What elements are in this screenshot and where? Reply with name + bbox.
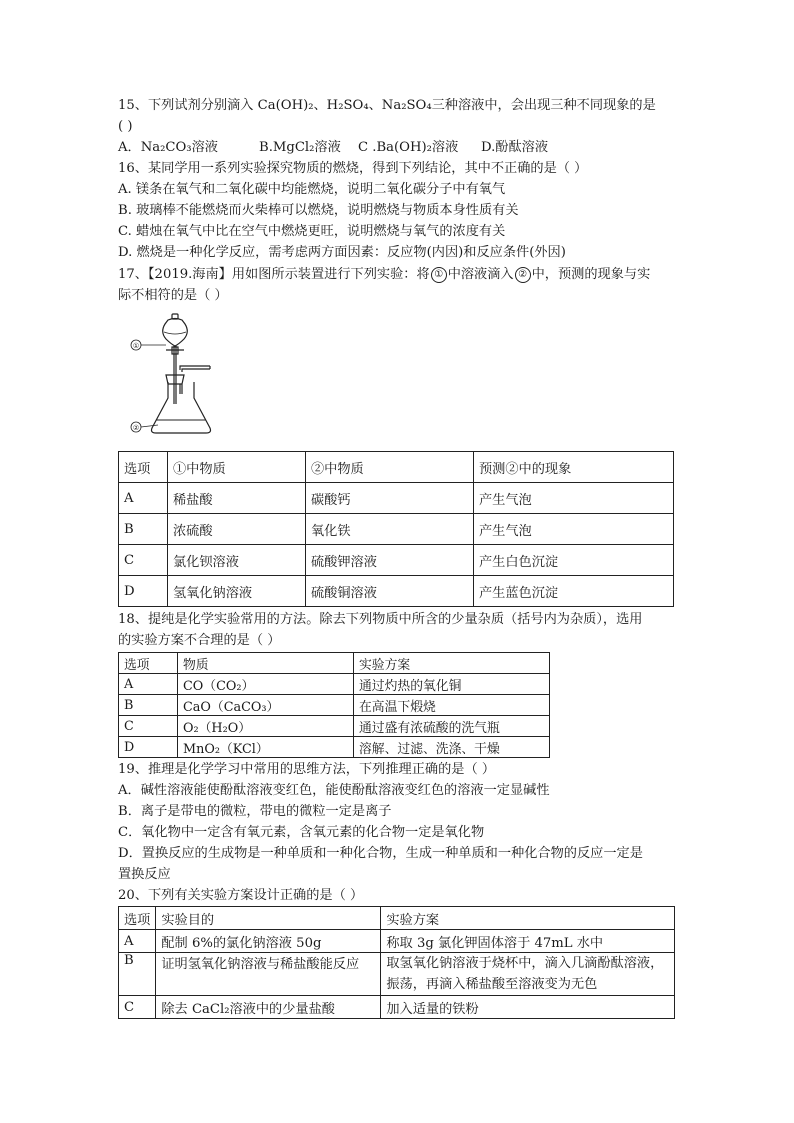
q15-options (118, 138, 548, 158)
table-cell: 通过盛有浓硫酸的洗气瓶 (354, 716, 550, 737)
table-header-cell: 选项 (119, 653, 178, 674)
table-cell: 通过灼热的氧化铜 (354, 674, 550, 695)
table-cell: C (119, 716, 178, 737)
table-cell: 称取 3g 氯化钾固体溶于 47mL 水中 (381, 930, 675, 953)
table-row (119, 674, 550, 695)
q18-stem: 18、提纯是化学实验常用的方法。除去下列物质中所含的少量杂质（括号内为杂质），选用 (118, 612, 643, 627)
table-cell: 配制 6%的氯化钠溶液 50g (156, 930, 381, 953)
figure-label-1: ① (132, 342, 140, 350)
q16-option-b: B. 玻璃棒不能燃烧而火柴棒可以燃烧，说明燃烧与物质本身性质有关 (118, 203, 519, 218)
table-cell: 氢氧化钠溶液 (168, 576, 306, 607)
table-cell: CaO（CaCO₃） (178, 695, 354, 716)
table-cell: 在高温下煅烧 (354, 695, 550, 716)
q20-table (118, 906, 675, 1019)
q16-option-c: C. 蜡烛在氧气中比在空气中燃烧更旺，说明燃烧与氧气的浓度有关 (118, 224, 506, 239)
table-cell: 除去 CaCl₂溶液中的少量盐酸 (156, 996, 381, 1019)
table-row (119, 545, 674, 576)
q19-option-a: A．碱性溶液能使酚酞溶液变红色，能使酚酞溶液变红色的溶液一定显碱性 (118, 783, 550, 798)
table-row (119, 953, 675, 996)
table-cell: A (119, 674, 178, 695)
table-cell: B (119, 695, 178, 716)
table-row (119, 716, 550, 737)
table-cell: 取氢氧化钠溶液于烧杯中，滴入几滴酚酞溶液，振荡，再滴入稀盐酸至溶液变为无色 (381, 953, 675, 996)
table-cell: 浓硫酸 (168, 514, 306, 545)
q19-stem: 19、推理是化学学习中常用的思维方法，下列推理正确的是（ ） (118, 762, 496, 777)
q17-stem-part3: 中，预测的现象与实 (531, 267, 651, 282)
table-header-cell: 预测②中的现象 (474, 452, 674, 483)
q15-answer-blank: ( ) (118, 119, 133, 134)
q18-table (118, 652, 550, 758)
table-cell: D (119, 576, 168, 607)
q15-stem: 15、下列试剂分别滴入 Ca(OH)₂、H₂SO₄、Na₂SO₄三种溶液中，会出现三种不同现象的是 (118, 98, 656, 113)
table-header-cell: 实验目的 (156, 907, 381, 930)
table-header-cell: 物质 (178, 653, 354, 674)
table-header-cell: ②中物质 (306, 452, 474, 483)
table-cell: 硫酸铜溶液 (306, 576, 474, 607)
q19-option-d-cont: 置换反应 (118, 867, 171, 882)
table-cell: CO（CO₂） (178, 674, 354, 695)
table-cell: 氧化铁 (306, 514, 474, 545)
q17-stem-part2: 中溶液滴入 (447, 267, 514, 282)
q15-option-c: C .Ba(OH)₂溶液 (358, 140, 459, 155)
table-row (119, 737, 550, 758)
apparatus-figure (128, 312, 220, 442)
table-row (119, 514, 674, 545)
table-cell: 证明氢氧化钠溶液与稀盐酸能反应 (156, 953, 381, 996)
table-cell: 产生气泡 (474, 514, 674, 545)
q16-stem: 16、某同学用一系列实验探究物质的燃烧，得到下列结论，其中不正确的是（ ） (118, 161, 588, 176)
table-cell: 稀盐酸 (168, 483, 306, 514)
table-header-cell: 选项 (119, 452, 168, 483)
q19-option-b: B．离子是带电的微粒，带电的微粒一定是离子 (118, 804, 392, 819)
q16-option-d: D. 燃烧是一种化学反应，需考虑两方面因素：反应物(内因)和反应条件(外因) (118, 245, 566, 260)
q19-option-d: D．置换反应的生成物是一种单质和一种化合物，生成一种单质和一种化合物的反应一定是 (118, 846, 643, 861)
table-row (119, 483, 674, 514)
table-row (119, 695, 550, 716)
q17-table (118, 451, 674, 607)
table-header-cell: 实验方案 (354, 653, 550, 674)
table-cell: 产生气泡 (474, 483, 674, 514)
q15-option-a: A．Na₂CO₃溶液 (118, 140, 218, 155)
table-cell: B (119, 514, 168, 545)
circle-two-icon: ② (515, 267, 531, 283)
table-cell: 产生蓝色沉淀 (474, 576, 674, 607)
table-cell: D (119, 737, 178, 758)
table-cell: 加入适量的铁粉 (381, 996, 675, 1019)
table-row (119, 930, 675, 953)
table-cell: C (119, 996, 156, 1019)
table-header-cell: 实验方案 (381, 907, 675, 930)
q17-stem-line2: 际不相符的是（ ） (118, 288, 228, 303)
q15-option-d: D.酚酞溶液 (481, 140, 549, 155)
table-cell: 硫酸钾溶液 (306, 545, 474, 576)
table-header-row (119, 653, 550, 674)
q19-option-c: C．氧化物中一定含有氧元素，含氧元素的化合物一定是氧化物 (118, 825, 485, 840)
table-row (119, 576, 674, 607)
table-row (119, 996, 675, 1019)
table-cell: 碳酸钙 (306, 483, 474, 514)
figure-label-2: ② (132, 424, 140, 432)
table-header-row (119, 907, 675, 930)
table-cell: 溶解、过滤、洗涤、干燥 (354, 737, 550, 758)
table-header-cell: 选项 (119, 907, 156, 930)
circle-one-icon: ① (431, 267, 447, 283)
q18-stem-line2: 的实验方案不合理的是（ ） (118, 633, 281, 648)
table-cell: O₂（H₂O） (178, 716, 354, 737)
table-cell: 产生白色沉淀 (474, 545, 674, 576)
table-header-cell: ①中物质 (168, 452, 306, 483)
table-cell: MnO₂（KCl） (178, 737, 354, 758)
q20-stem: 20、下列有关实验方案设计正确的是（ ） (118, 888, 364, 903)
table-cell: A (119, 930, 156, 953)
table-cell: A (119, 483, 168, 514)
q16-option-a: A. 镁条在氧气和二氧化碳中均能燃烧，说明二氧化碳分子中有氧气 (118, 182, 506, 197)
q15-option-b: B.MgCl₂溶液 (259, 140, 341, 155)
q17-stem-part1: 17、【2019.海南】用如图所示装置进行下列实验：将 (118, 267, 430, 282)
table-cell: 氯化钡溶液 (168, 545, 306, 576)
table-cell: C (119, 545, 168, 576)
table-header-row (119, 452, 674, 483)
table-cell: B (119, 953, 156, 996)
q17-stem (118, 265, 650, 285)
